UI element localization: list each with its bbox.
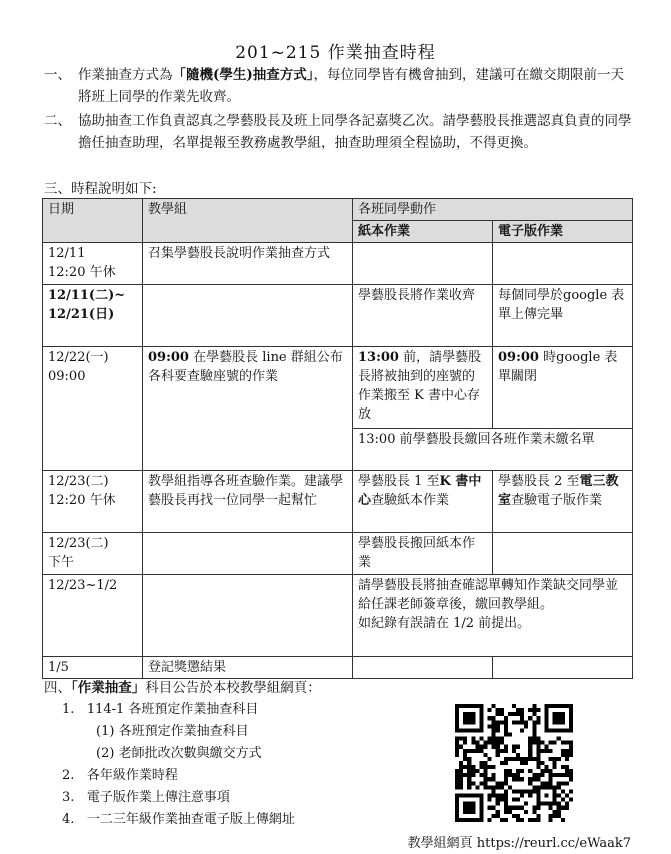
table-row (43, 285, 633, 347)
row6-merged: 請學藝股長將抽查確認單轉知作業缺交同學並給任課老師簽章後，繳回教學組。 如紀錄有誤請在 1/2 前提出。 (353, 575, 633, 657)
row3-date: 12/22(一) 09:00 (43, 347, 143, 471)
row3-paper-text: 前，請學藝股長將被抽到的座號的作業搬至 K 書中心存放 (358, 350, 482, 422)
header-office: 教學組 (143, 199, 353, 243)
row1-date: 12/11 12:20 午休 (43, 243, 143, 285)
list-item-link[interactable]: 114-1 各班預定作業抽查科目 (86, 702, 259, 717)
row5-office (143, 533, 353, 575)
list-item (96, 722, 249, 742)
section-4-number: 四、 (44, 680, 71, 696)
row4-digital (493, 471, 633, 533)
row7-digital (493, 657, 633, 679)
list-item-link[interactable]: 一二三年級作業抽查電子版上傳網址 (86, 812, 295, 827)
section-4-bold: 「作業抽查」 (71, 680, 146, 696)
row3-office-text: 在學藝股長 line 群組公布各科要查驗座號的作業 (148, 350, 343, 384)
table-row (43, 533, 633, 575)
section-1-number: 一、 (44, 67, 71, 83)
header-paper: 紙本作業 (353, 221, 493, 243)
list-item-link[interactable]: 電子版作業上傳注意事項 (86, 790, 230, 805)
row7-paper (353, 657, 493, 679)
list-item-link[interactable]: 各班預定作業抽查科目 (118, 724, 249, 739)
section-1-bold: 「隨機(學生)抽查方式」 (172, 67, 314, 83)
schedule-table (42, 198, 633, 679)
row5-date: 12/23(二) 下午 (43, 533, 143, 575)
table-row (43, 243, 633, 285)
section-2 (44, 110, 634, 154)
section-1-pre: 作業抽查方式為 (78, 67, 173, 83)
row3-office (143, 347, 353, 471)
list-item (62, 766, 178, 786)
list-item-number: (2) (96, 746, 115, 761)
row6-date: 12/23~1/2 (43, 575, 143, 657)
table-row (43, 471, 633, 533)
row5-digital (493, 533, 633, 575)
section-4-heading (44, 676, 321, 696)
section-3 (44, 178, 634, 200)
list-item-number: (1) (96, 724, 115, 739)
row4-paper (353, 471, 493, 533)
list-item-link[interactable]: 老師批改次數與繳交方式 (118, 746, 262, 761)
table-row (43, 575, 633, 657)
list-item-number: 4. (62, 812, 75, 827)
header-class-action: 各班同學動作 (353, 199, 633, 221)
row2-paper: 學藝股長將作業收齊 (353, 285, 493, 347)
list-item-number: 2. (62, 768, 75, 783)
page-title: 201~215 作業抽查時程 (235, 43, 436, 63)
row4-date: 12/23(二) 12:20 午休 (43, 471, 143, 533)
row4-digital-post: 查驗電子版作業 (511, 493, 603, 508)
row4-digital-pre: 學藝股長 2 至 (498, 474, 580, 489)
row3-paper (353, 347, 493, 429)
table-header-row (43, 199, 633, 221)
header-date: 日期 (43, 199, 143, 243)
list-item-number: 1. (62, 702, 75, 717)
row1-paper (353, 243, 493, 285)
row6-office (143, 575, 353, 657)
section-3-text: 三、時程說明如下: (44, 181, 157, 197)
list-item (96, 744, 262, 764)
row3b-merged: 13:00 前學藝股長繳回各班作業未繳名單 (353, 429, 633, 471)
section-4-post: 科目公告於本校教學組網頁： (145, 680, 321, 696)
list-item (62, 810, 295, 830)
section-2-text: 協助抽查工作負責認真之學藝股長及班上同學各記嘉獎乙次。請學藝股長推選認真負責的同學擔任抽查助理，名單提報至教務處教學組，抽查助理須全程協助，不得更換。 (78, 113, 632, 151)
row1-digital (493, 243, 633, 285)
list-item-number: 3. (62, 790, 75, 805)
section-1-post: ，每位同學皆有機會抽到，建議可在繳交期限前一天將班上同學的作業先收齊。 (78, 67, 625, 105)
section-1 (44, 64, 634, 108)
row7-office: 登記獎懲結果 (143, 657, 353, 679)
row4-digital-place: 電三教室 (498, 474, 619, 508)
row3-digital-text: 時google 表單關閉 (498, 350, 618, 384)
row3-digital-time: 09:00 (498, 350, 539, 365)
row3-paper-time: 13:00 (358, 350, 399, 365)
row4-paper-place: K 書中心 (358, 474, 482, 508)
table-row (43, 347, 633, 429)
list-item (62, 700, 258, 720)
row2-office (143, 285, 353, 347)
row4-paper-pre: 學藝股長 1 至 (358, 474, 440, 489)
row5-paper: 學藝股長搬回紙本作業 (353, 533, 493, 575)
row7-date: 1/5 (43, 657, 143, 679)
row4-office: 教學組指導各班查驗作業。建議學藝股長再找一位同學一起幫忙 (143, 471, 353, 533)
header-digital: 電子版作業 (493, 221, 633, 243)
list-item (62, 788, 230, 808)
qr-code[interactable] (455, 704, 573, 822)
row3-digital (493, 347, 633, 429)
footer-url[interactable]: 教學組網頁 https://reurl.cc/eWaak7 (407, 836, 631, 851)
row3-office-time: 09:00 (148, 350, 189, 365)
row2-date: 12/11(二)~ 12/21(日) (43, 285, 143, 347)
row2-digital: 每個同學於google 表單上傳完畢 (493, 285, 633, 347)
section-2-number: 二、 (44, 113, 71, 129)
row1-office: 召集學藝股長說明作業抽查方式 (143, 243, 353, 285)
row4-paper-post: 查驗紙本作業 (371, 493, 450, 508)
list-item-link[interactable]: 各年級作業時程 (86, 768, 178, 783)
